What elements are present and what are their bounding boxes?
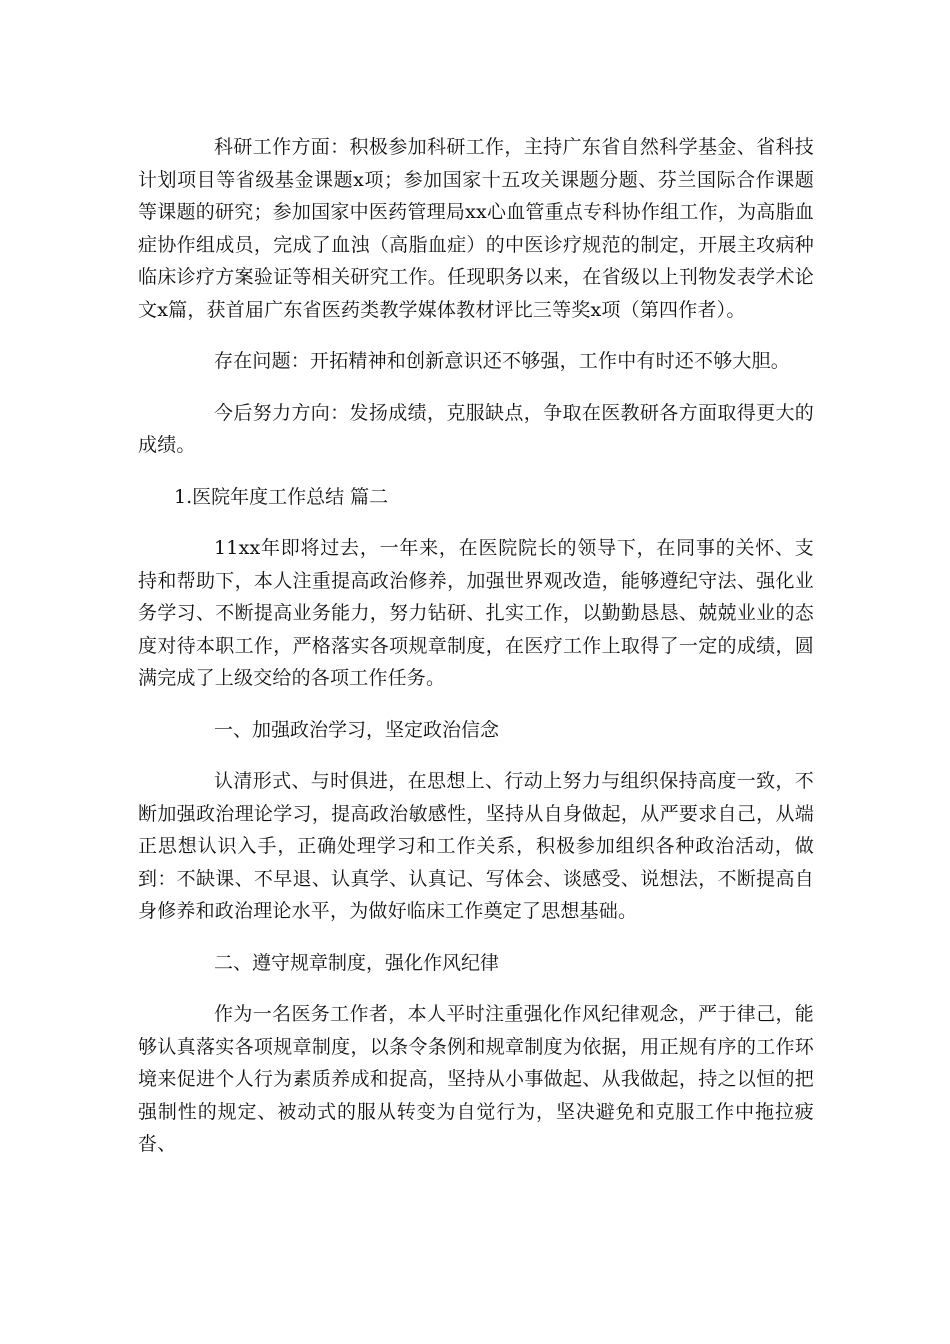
section-heading-politics: 一、加强政治学习，坚定政治信念 [214, 718, 500, 741]
paragraph-research-work: 科研工作方面：积极参加科研工作，主持广东省自然科学基金、省科技计划项目等省级基金课题x项；参加国家十五攻关课题分题、芬兰国际合作课题等课题的研究；参加国家中医药管理局xx心血管重点专科协作组工作，为高脂血症协作组成员，完成了血浊（高脂血症）的中医诊疗规范的制定，开展主攻病种临床诊疗方案验证等相关研究工作。任现职务以来，在省级以上刊物发表学术论文x篇，获首届广东省医药类教学媒体教材评比三等奖x项（第四作者）。 [138, 136, 814, 321]
paragraph-intro: 11xx年即将过去，一年来，在医院院长的领导下，在同事的关怀、支持和帮助下，本人注重提高政治修养，加强世界观改造，能够遵纪守法、强化业务学习、不断提高业务能力，努力钻研、扎实工作，以勤勤恳恳、兢兢业业的态度对待本职工作，严格落实各项规章制度，在医疗工作上取得了一定的成绩，圆满完成了上级交给的各项工作任务。 [138, 537, 814, 689]
section-heading-discipline: 二、遵守规章制度，强化作风纪律 [214, 951, 500, 974]
paragraph-existing-problems: 存在问题：开拓精神和创新意识还不够强，工作中有时还不够大胆。 [214, 350, 791, 372]
paragraph-politics: 认清形式、与时俱进，在思想上、行动上努力与组织保持高度一致，不断加强政治理论学习，提高政治敏感性，坚持从自身做起，从严要求自己，从端正思想认识入手，正确处理学习和工作关系，积极参加组织各种政治活动，做到：不缺课、不早退、认真学、认真记、写体会、谈感受、说想法，不断提高自身修养和政治理论水平，为做好临床工作奠定了思想基础。 [138, 770, 814, 922]
paragraph-discipline: 作为一名医务工作者，本人平时注重强化作风纪律观念，严于律己，能够认真落实各项规章制度，以条令条例和规章制度为依据，用正规有序的工作环境来促进个人行为素质养成和捉高，坚持从小事做起、从我做起，持之以恒的把强制性的规定、被动式的服从转变为自觉行为，坚决避免和克服工作中拖拉疲沓、 [138, 1003, 814, 1155]
article-title: 1.医院年度工作总结 篇二 [174, 485, 389, 508]
document-body [138, 131, 814, 1161]
paragraph-future-direction: 今后努力方向：发扬成绩，克服缺点，争取在医教研各方面取得更大的成绩。 [138, 401, 814, 456]
